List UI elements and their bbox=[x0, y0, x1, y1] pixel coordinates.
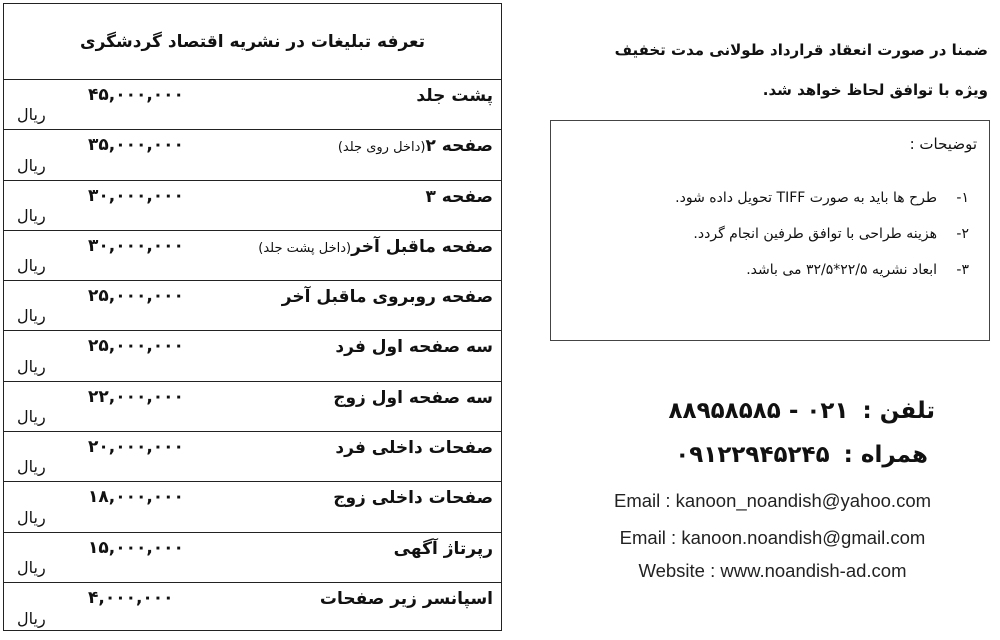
position-label: رپرتاژ آگهی bbox=[393, 538, 493, 559]
notes-box bbox=[550, 120, 990, 341]
price-row bbox=[4, 432, 501, 482]
price-row bbox=[4, 281, 501, 331]
position-label: سه صفحه اول فرد bbox=[335, 337, 493, 358]
mobile-line bbox=[675, 442, 928, 468]
ad-price: ۳۰,۰۰۰,۰۰۰ bbox=[88, 185, 184, 206]
ad-price: ۴,۰۰۰,۰۰۰ bbox=[88, 587, 174, 608]
currency-unit: ریال bbox=[17, 105, 46, 125]
ad-price: ۲۵,۰۰۰,۰۰۰ bbox=[88, 336, 184, 357]
note-number: ۲- bbox=[956, 226, 969, 242]
price-row bbox=[4, 382, 501, 432]
position-label: صفحه روبروی ماقبل آخر bbox=[281, 287, 493, 308]
ad-position-name bbox=[333, 488, 493, 508]
notes-list bbox=[675, 187, 969, 295]
ad-position-name bbox=[320, 589, 493, 609]
notice-line-2: ویژه با توافق لحاظ خواهد شد. bbox=[762, 81, 988, 99]
price-row bbox=[4, 231, 501, 281]
position-label: صفحات داخلی زوج bbox=[333, 488, 493, 509]
email-gmail: Email : kanoon.noandish@gmail.com bbox=[619, 527, 926, 548]
note-text: ابعاد نشریه ۲۲/۵*۳۲/۵ می باشد. bbox=[746, 262, 937, 278]
note-item bbox=[675, 259, 969, 295]
ad-price: ۲۵,۰۰۰,۰۰۰ bbox=[88, 286, 184, 307]
currency-unit: ریال bbox=[17, 356, 46, 376]
ad-position-name bbox=[258, 237, 493, 257]
currency-unit: ریال bbox=[17, 256, 46, 276]
ad-position-name bbox=[335, 337, 493, 357]
ad-price: ۲۲,۰۰۰,۰۰۰ bbox=[88, 386, 184, 407]
ad-price: ۳۵,۰۰۰,۰۰۰ bbox=[88, 135, 184, 156]
position-label: اسپانسر زیر صفحات bbox=[319, 588, 493, 609]
position-note: (داخل روی جلد) bbox=[337, 140, 426, 156]
note-item bbox=[675, 187, 969, 223]
ad-position-name bbox=[333, 388, 493, 408]
price-table bbox=[3, 3, 502, 631]
price-row bbox=[4, 181, 501, 231]
ad-price: ۴۵,۰۰۰,۰۰۰ bbox=[88, 85, 184, 105]
mobile-label: همراه : bbox=[843, 442, 928, 468]
price-row bbox=[4, 583, 501, 633]
position-label: سه صفحه اول زوج bbox=[333, 387, 493, 408]
notice-line-1: ضمنا در صورت انعقاد قرارداد طولانی مدت تخفیف bbox=[614, 41, 988, 59]
currency-unit: ریال bbox=[17, 457, 46, 477]
price-row bbox=[4, 482, 501, 532]
phone-number: ۰۲۱ - ۸۸۹۵۸۵۸۵ bbox=[668, 398, 849, 424]
currency-unit: ریال bbox=[17, 155, 46, 175]
currency-unit: ریال bbox=[17, 205, 46, 225]
currency-unit: ریال bbox=[17, 609, 46, 629]
currency-unit: ریال bbox=[17, 557, 46, 577]
note-text: طرح ها باید به صورت TIFF تحویل داده شود. bbox=[675, 190, 937, 206]
notes-title: توضیحات : bbox=[909, 135, 977, 153]
currency-unit: ریال bbox=[17, 507, 46, 527]
ad-position-name bbox=[394, 539, 493, 559]
price-rows bbox=[4, 80, 501, 633]
currency-unit: ریال bbox=[17, 407, 46, 427]
email-yahoo: Email : kanoon_noandish@yahoo.com bbox=[613, 490, 932, 511]
note-item bbox=[675, 223, 969, 259]
ad-position-name bbox=[335, 438, 493, 458]
mobile-number: ۰۹۱۲۲۹۴۵۲۴۵ bbox=[675, 442, 830, 468]
table-title: تعرفه تبلیغات در نشریه اقتصاد گردشگری bbox=[4, 4, 501, 80]
note-number: ۱- bbox=[956, 190, 969, 206]
discount-notice bbox=[548, 30, 988, 110]
ad-position-name bbox=[416, 86, 493, 106]
position-label: صفحه ۳ bbox=[425, 186, 493, 207]
ad-position-name bbox=[282, 287, 493, 307]
position-label: صفحه ماقبل آخر bbox=[351, 236, 493, 257]
position-label: صفحه ۲ bbox=[425, 136, 493, 157]
note-number: ۳- bbox=[956, 262, 969, 278]
price-row bbox=[4, 80, 501, 130]
ad-price: ۱۸,۰۰۰,۰۰۰ bbox=[88, 487, 184, 508]
ad-position-name bbox=[425, 187, 493, 207]
note-text: هزینه طراحی با توافق طرفین انجام گردد. bbox=[693, 226, 937, 242]
price-row bbox=[4, 533, 501, 583]
position-label: پشت جلد bbox=[416, 86, 493, 106]
phone-line bbox=[669, 398, 936, 424]
ad-price: ۳۰,۰۰۰,۰۰۰ bbox=[88, 235, 184, 256]
currency-unit: ریال bbox=[17, 306, 46, 326]
ad-price: ۲۰,۰۰۰,۰۰۰ bbox=[88, 437, 184, 458]
price-row bbox=[4, 331, 501, 381]
ad-position-name bbox=[338, 136, 493, 156]
phone-label: تلفن : bbox=[862, 398, 935, 424]
position-note: (داخل پشت جلد) bbox=[258, 240, 352, 256]
ad-price: ۱۵,۰۰۰,۰۰۰ bbox=[88, 537, 184, 558]
price-row bbox=[4, 130, 501, 180]
position-label: صفحات داخلی فرد bbox=[335, 438, 493, 459]
website-link: Website : www.noandish-ad.com bbox=[638, 560, 907, 581]
